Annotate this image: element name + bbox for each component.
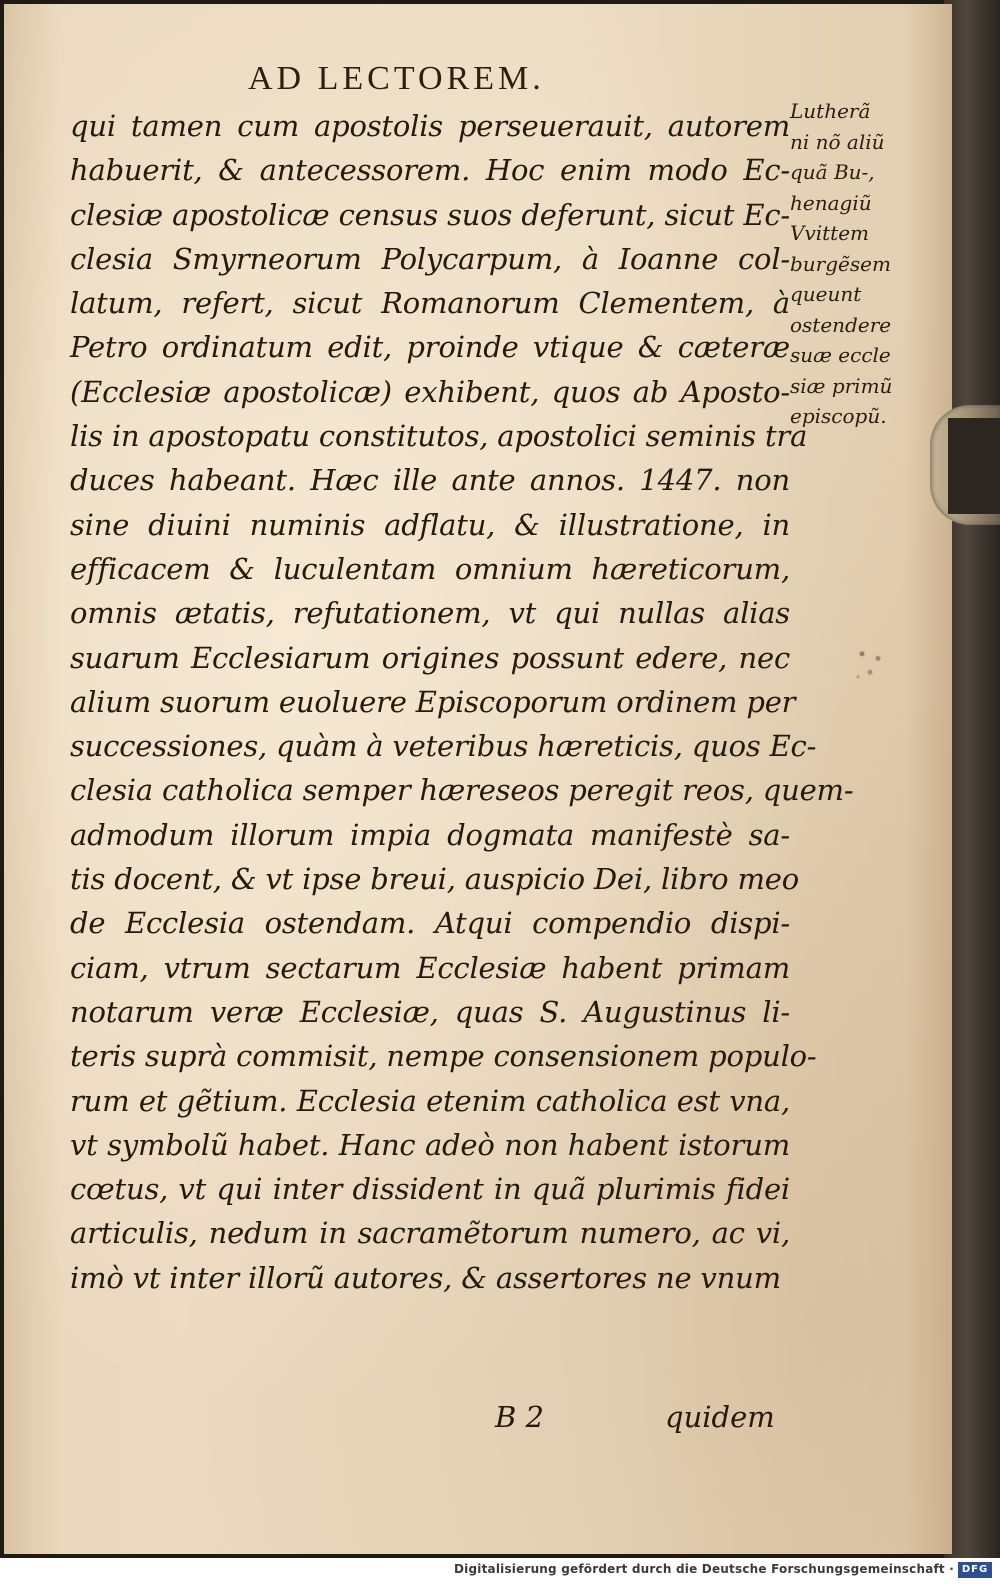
text-line: notarum veræ Ecclesiæ, quas S. Augustinus li- xyxy=(70,994,790,1029)
dfg-logo: DFG xyxy=(958,1562,992,1578)
text-line: latum, refert, sicut Romanorum Clementem, à xyxy=(70,286,790,321)
text-line: clesia Smyrneorum Polycarpum, à Ioanne col- xyxy=(70,241,790,276)
text-line: successiones, quàm à veteribus hæreticis, quos Ec- xyxy=(70,729,817,764)
text-line: efficacem & luculentam omnium hæreticorum, xyxy=(70,551,790,586)
text-line: omnis ætatis, refutationem, vt qui nullas alias xyxy=(70,596,790,631)
text-line: de Ecclesia ostendam. Atqui compendio dispi- xyxy=(70,906,790,941)
text-line: admodum illorum impia dogmata manifestè sa- xyxy=(70,817,790,852)
book-edge xyxy=(944,0,1000,1558)
text-line: Petro ordinatum edit, proinde vtique & cæteræ xyxy=(70,330,790,365)
marginal-note-line: Vvittem xyxy=(790,221,870,245)
text-line: duces habeant. Hæc ille ante annos. 1447. non xyxy=(70,463,790,498)
marginal-note-line: Lutherã xyxy=(790,99,871,123)
marginal-note-line: suæ eccle xyxy=(790,343,891,367)
book-clasp-shadow xyxy=(948,418,1000,514)
marginal-note-line: ni nõ aliũ xyxy=(790,129,885,154)
text-line: habuerit, & antecessorem. Hoc enim modo Ec- xyxy=(70,153,790,188)
text-line: alium suorum euoluere Episcoporum ordinem per xyxy=(70,684,796,719)
text-line: clesia catholica semper hæreseos peregit reos, quem- xyxy=(70,773,854,808)
marginal-note-line: siæ primũ xyxy=(790,373,893,398)
signature-mark: B 2 xyxy=(495,1400,544,1434)
text-line: (Ecclesiæ apostolicæ) exhibent, quos ab Aposto- xyxy=(70,374,790,409)
text-line: lis in apostopatu constitutos, apostolici seminis tra xyxy=(70,419,808,454)
marginal-note-line: episcopũ. xyxy=(790,404,887,428)
text-line: teris suprà commisit, nempe consensionem populo- xyxy=(70,1039,817,1074)
funding-credit: Digitalisierung gefördert durch die Deutsche Forschungsgemeinschaft · xyxy=(454,1562,954,1576)
marginal-note-line: burgẽsem xyxy=(790,251,891,276)
running-header: AD LECTOREM. xyxy=(248,60,545,97)
text-line: clesiæ apostolicæ census suos deferunt, sicut Ec- xyxy=(70,197,790,232)
marginal-note xyxy=(790,96,910,432)
text-line: imò vt inter illorũ autores, & assertores ne vnum xyxy=(70,1260,781,1295)
catchword: quidem xyxy=(665,1400,775,1434)
text-line: rum et gẽtium. Ecclesia etenim catholica est vna, xyxy=(70,1083,790,1118)
marginal-note-line: ostendere xyxy=(790,312,892,337)
marginal-note-line: henagiũ xyxy=(790,190,872,215)
marginal-note-line: queunt xyxy=(790,282,862,306)
text-line: qui tamen cum apostolis perseuerauit, autorem xyxy=(70,109,790,143)
ink-smudge xyxy=(850,640,890,686)
text-line: ciam, vtrum sectarum Ecclesiæ habent primam xyxy=(70,950,790,985)
text-line: sine diuini numinis adflatu, & illustratione, in xyxy=(70,507,790,542)
text-line: tis docent, & vt ipse breui, auspicio Dei, libro meo xyxy=(70,862,799,897)
text-line: articulis, nedum in sacramẽtorum numero, ac vi, xyxy=(70,1216,790,1251)
text-line: suarum Ecclesiarum origines possunt edere, nec xyxy=(70,640,790,675)
marginal-note-line: quã Bu-, xyxy=(790,160,875,184)
text-line: cœtus, vt qui inter dissident in quã plurimis fidei xyxy=(70,1172,790,1207)
text-line: vt symbolũ habet. Hanc adeò non habent istorum xyxy=(70,1127,790,1162)
